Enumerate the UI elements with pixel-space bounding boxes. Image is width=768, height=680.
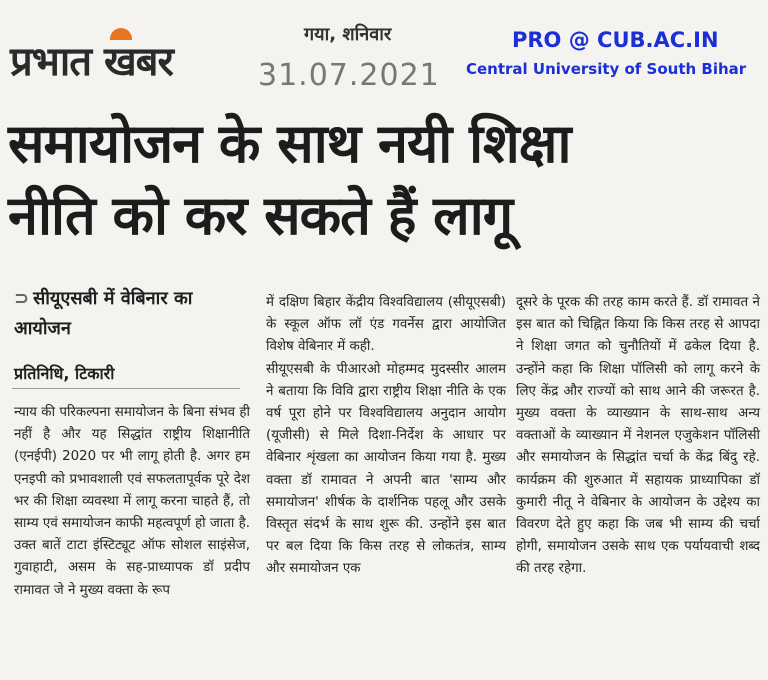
- divider: [12, 388, 240, 389]
- subheading-text: सीयूएसबी में वेबिनार का आयोजन: [14, 288, 193, 339]
- masthead: [0, 0, 768, 100]
- headline-line-2: नीति को कर सकते हैं लागू: [8, 184, 513, 247]
- subheading: [14, 284, 250, 344]
- bullet-icon: ⊃: [14, 288, 30, 309]
- university-name: Central University of South Bihar: [466, 60, 747, 78]
- pro-email: PRO @ CUB.AC.IN: [512, 28, 719, 52]
- newspaper-logo: प्रभात खबर: [10, 39, 173, 85]
- dateline: गया, शनिवार: [304, 24, 392, 45]
- byline: प्रतिनिधि, टिकारी: [14, 364, 115, 383]
- headline: [8, 108, 760, 252]
- article-column-1: न्याय की परिकल्पना समायोजन के बिना संभव ही नहीं है और यह सिद्धांत राष्ट्रीय शिक्षानीति (एनईपी) 2020 पर भी लागू होती है. अगर हम एनइपी को प्रभावशाली एवं सफलतापूर्वक पूरे देश भर की शिक्षा व्यवस्था में लागू करना चाहते हैं, तो साम्य एवं समायोजन काफी महत्वपूर्ण हो जाता है. उक्त बातें टाटा इंस्टिट्यूट ऑफ सोशल साइंसेज, गुवाहाटी, असम के सह-प्राध्यापक डॉ प्रदीप रामावत जे ने मुख्य वक्ता के रूप: [14, 405, 250, 598]
- article-column-3: दूसरे के पूरक की तरह काम करते हैं. डॉ रामावत ने इस बात को चिह्नित किया कि किस तरह से आपदा ने शिक्षा जगत को चुनौतियों में ढकेल दिया है. उन्होंने कहा कि शिक्षा पॉलिसी को लागू करने के लिए केंद्र और राज्यों को साथ आने की जरूरत है. मुख्य वक्ता के व्याख्यान के साथ-साथ अन्य वक्ताओं के व्याख्यान में नेशनल एजुकेशन पॉलिसी और समायोजन के सिद्धांत चर्चा के केंद्र बिंदु रहे. कार्यक्रम की शुरुआत में सहायक प्राध्यापिका डॉ कुमारी नीतू ने वेबिनार के आयोजन के उद्देश्य का विवरण देते हुए कहा कि जब भी साम्य की चर्चा होगी, समायोजन उसके साथ एक पर्यायवाची शब्द की तरह रहेगा.: [516, 295, 760, 577]
- article-column-2: में दक्षिण बिहार केंद्रीय विश्वविद्यालय (सीयूएसबी) के स्कूल ऑफ लॉ एंड गवर्नेस द्वारा आयोजित विशेष वेबिनार में कही. सीयूएसबी के पीआरओ मोहम्मद मुदस्सीर आलम ने बताया कि विवि द्वारा राष्ट्रीय शिक्षा नीति के एक वर्ष पूरा होने पर विश्वविद्यालय अनुदान आयोग (यूजीसी) से मिले दिशा-निर्देश के आधार पर वेबिनार शृंखला का आयोजन किया गया है. मुख्य वक्ता डॉ रामावत ने अपनी बात 'साम्य और समायोजन' शीर्षक के दार्शनिक पहलू और उसके विस्तृत संदर्भ के साथ शुरू की. उन्होंने इस बात पर बल दिया कि किस तरह से लोकतंत्र, साम्य और समायोजन एक: [266, 295, 506, 577]
- headline-line-1: समायोजन के साथ नयी शिक्षा: [8, 112, 571, 175]
- publication-date: 31.07.2021: [258, 58, 440, 93]
